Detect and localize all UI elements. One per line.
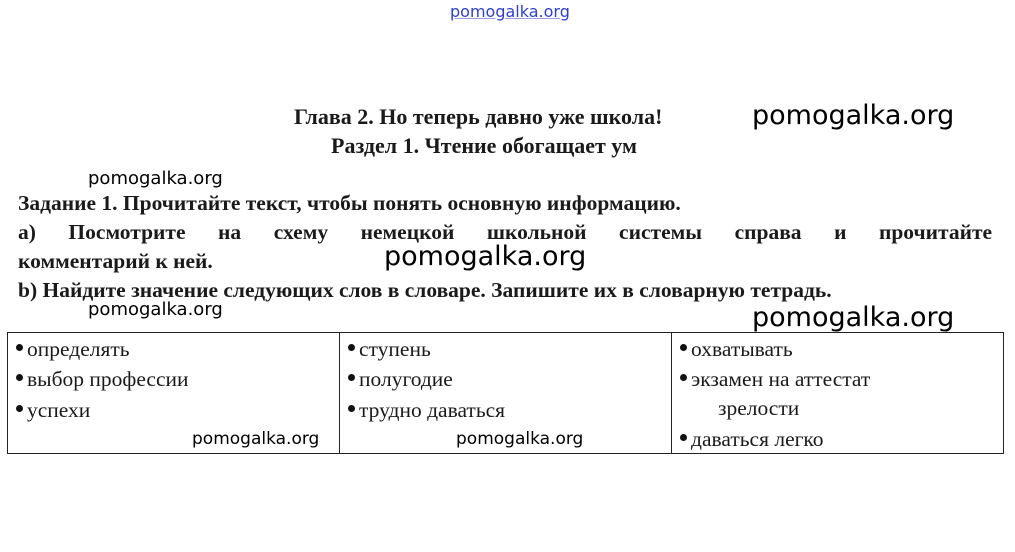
task-a-word: системы <box>619 220 703 244</box>
vocab-word: охватывать <box>691 337 793 361</box>
watermark-task-b-left: pomogalka.org <box>88 299 223 320</box>
bullet-icon <box>348 405 355 412</box>
task-a-line1 <box>18 220 992 245</box>
list-item <box>680 367 870 392</box>
vocabulary-table <box>7 332 1004 454</box>
task-a-word: на <box>218 220 242 244</box>
list-item <box>348 367 453 392</box>
list-item <box>680 427 824 452</box>
task-a-word: и <box>834 220 847 244</box>
bullet-icon <box>348 344 355 351</box>
vocab-word-continuation: зрелости <box>718 396 800 420</box>
vocab-word: экзамен на аттестат <box>691 367 871 391</box>
bullet-icon <box>680 344 687 351</box>
task-a-word: немецкой <box>360 220 455 244</box>
bullet-icon <box>16 405 23 412</box>
chapter-heading: Глава 2. Но теперь давно уже школа! <box>294 104 663 129</box>
bullet-icon <box>680 434 687 441</box>
watermark-top: pomogalka.org <box>450 2 570 21</box>
bullet-icon <box>16 374 23 381</box>
list-item <box>680 337 793 362</box>
task-a-word: прочитайте <box>878 220 993 244</box>
watermark-task-b-right: pomogalka.org <box>752 302 955 333</box>
watermark-above-task: pomogalka.org <box>88 168 223 189</box>
vocab-word: даваться легко <box>691 427 824 451</box>
vocab-word: трудно даваться <box>359 398 506 422</box>
task-a-word: схему <box>273 220 329 244</box>
vocab-word: определять <box>27 337 130 361</box>
list-item <box>16 398 90 423</box>
list-item <box>348 398 505 423</box>
watermark-chapter-right: pomogalka.org <box>752 100 955 131</box>
section-heading: Раздел 1. Чтение обогащает ум <box>331 133 637 158</box>
watermark-table-col2: pomogalka.org <box>456 429 584 449</box>
vocab-word: полугодие <box>359 367 453 391</box>
vocab-column-1 <box>8 333 340 453</box>
task-title: Задание 1. Прочитайте текст, чтобы понять основную информацию. <box>18 191 681 215</box>
list-item <box>16 367 189 392</box>
bullet-icon <box>16 344 23 351</box>
vocab-word: выбор профессии <box>27 367 189 391</box>
vocab-word: успехи <box>27 398 91 422</box>
vocab-column-2 <box>340 333 672 453</box>
task-a-word: Посмотрите <box>68 220 186 244</box>
task-a-line2: комментарий к ней. <box>18 249 213 273</box>
task-a-word: справа <box>734 220 802 244</box>
watermark-mid: pomogalka.org <box>384 241 587 272</box>
list-item <box>16 337 130 362</box>
task-a-word: школьной <box>486 220 587 244</box>
vocab-column-3 <box>672 333 1003 453</box>
task-b: b) Найдите значение следующих слов в словаре. Запишите их в словарную тетрадь. <box>18 278 832 302</box>
list-item <box>348 337 431 362</box>
vocab-word: ступень <box>359 337 431 361</box>
task-a-word: а) <box>18 220 36 244</box>
watermark-table-col1: pomogalka.org <box>192 429 320 449</box>
bullet-icon <box>680 374 687 381</box>
bullet-icon <box>348 374 355 381</box>
